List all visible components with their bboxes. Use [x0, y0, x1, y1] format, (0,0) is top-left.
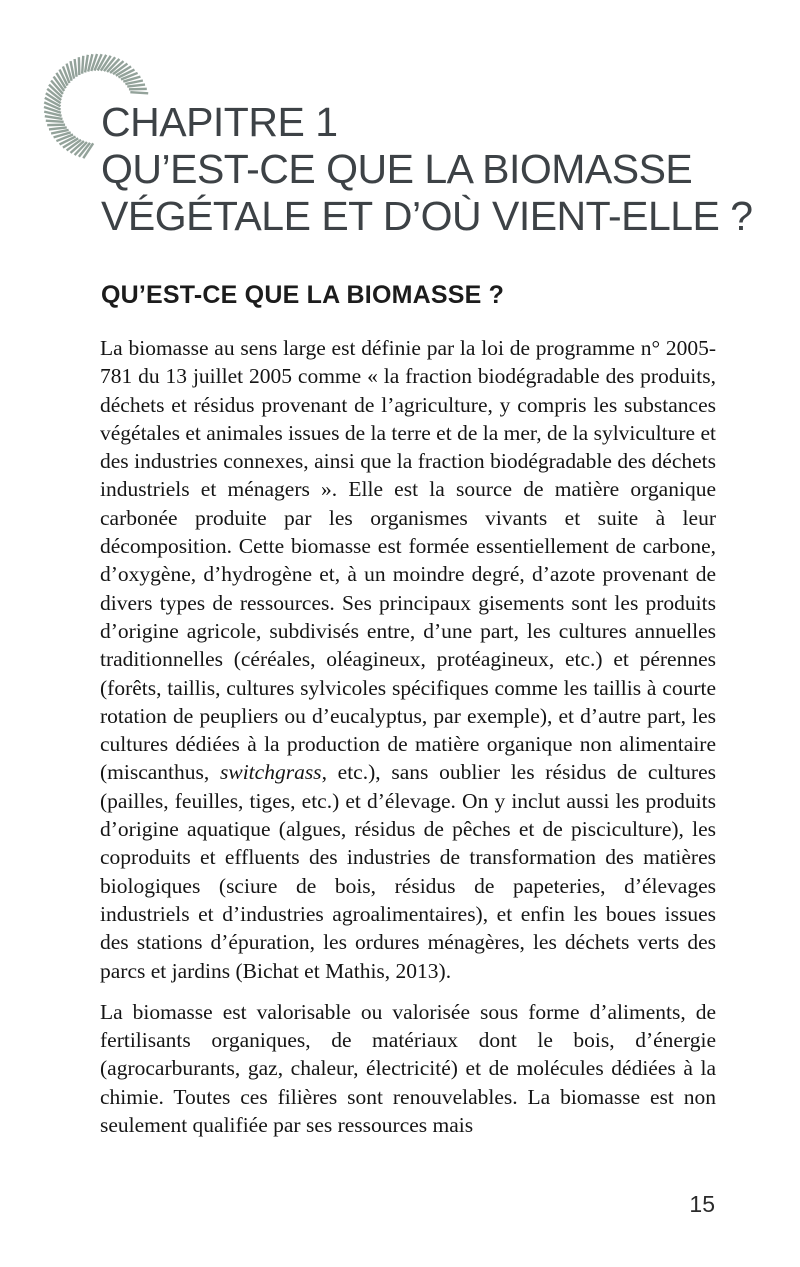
body-paragraph [100, 334, 716, 985]
body-segment-italic: switchgrass [220, 760, 322, 785]
section-heading: QU’EST-CE QUE LA BIOMASSE ? [101, 281, 505, 309]
body-segment: La biomasse est valorisable ou valorisée sous forme d’aliments, de fertilisants organiques, de matériaux dont le bois, d’énergie (agrocarburants, gaz, chaleur, électricité) et de molécules dédiées à la chimie. Toutes ces filières sont renouvelables. La biomasse est non seulement qualifiée par ses ressources mais [100, 999, 716, 1138]
body-text [100, 334, 716, 1139]
chapter-title-line: QU’EST-CE QUE LA BIOMASSE [101, 146, 693, 192]
chapter-title-line: CHAPITRE 1 [101, 99, 338, 145]
chapter-title-line: VÉGÉTALE ET D’OÙ VIENT-ELLE ? [101, 193, 753, 239]
body-segment: , etc.), sans oublier les résidus de cultures (pailles, feuilles, tiges, etc.) et d’élevage. On y inclut aussi les produits d’origine aquatique (algues, résidus de pêches et de pisciculture), les coproduits et effluents des industries de transformation des matières biologiques (sciure de bois, résidus de papeteries, d’élevages industriels et d’industries agroalimentaires), et enfin les boues issues des stations d’épuration, les ordures ménagères, les déchets verts des parcs et jardins (Bichat et Mathis, 2013). [100, 760, 716, 983]
body-segment: La biomasse au sens large est définie par la loi de programme n° 2005-781 du 13 juillet 2005 comme « la fraction biodégradable des produits, déchets et résidus provenant de l’agriculture, y compris les substances végétales et animales issues de la terre et de la mer, de la sylviculture et des industries connexes, ainsi que la fraction biodégradable des déchets industriels et ménagers ». Elle est la source de matière organique carbonée produite par les organismes vivants et suite à leur décomposition. Cette biomasse est formée essentiellement de carbone, d’oxygène, d’hydrogène et, à un moindre degré, d’azote provenant de divers types de ressources. Ses principaux gisements sont les produits d’origine agricole, subdivisés entre, d’une part, les cultures annuelles traditionnelles (céréales, oléagineux, protéagineux, etc.) et pérennes (forêts, taillis, cultures sylvicoles spécifiques comme les taillis à courte rotation de peupliers ou d’eucalyptus, par exemple), et d’autre part, les cultures dédiées à la production de matière organique non alimentaire (miscanthus, [100, 336, 716, 785]
body-paragraph [100, 998, 716, 1139]
page-number: 15 [689, 1191, 715, 1217]
chapter-title [101, 99, 761, 240]
